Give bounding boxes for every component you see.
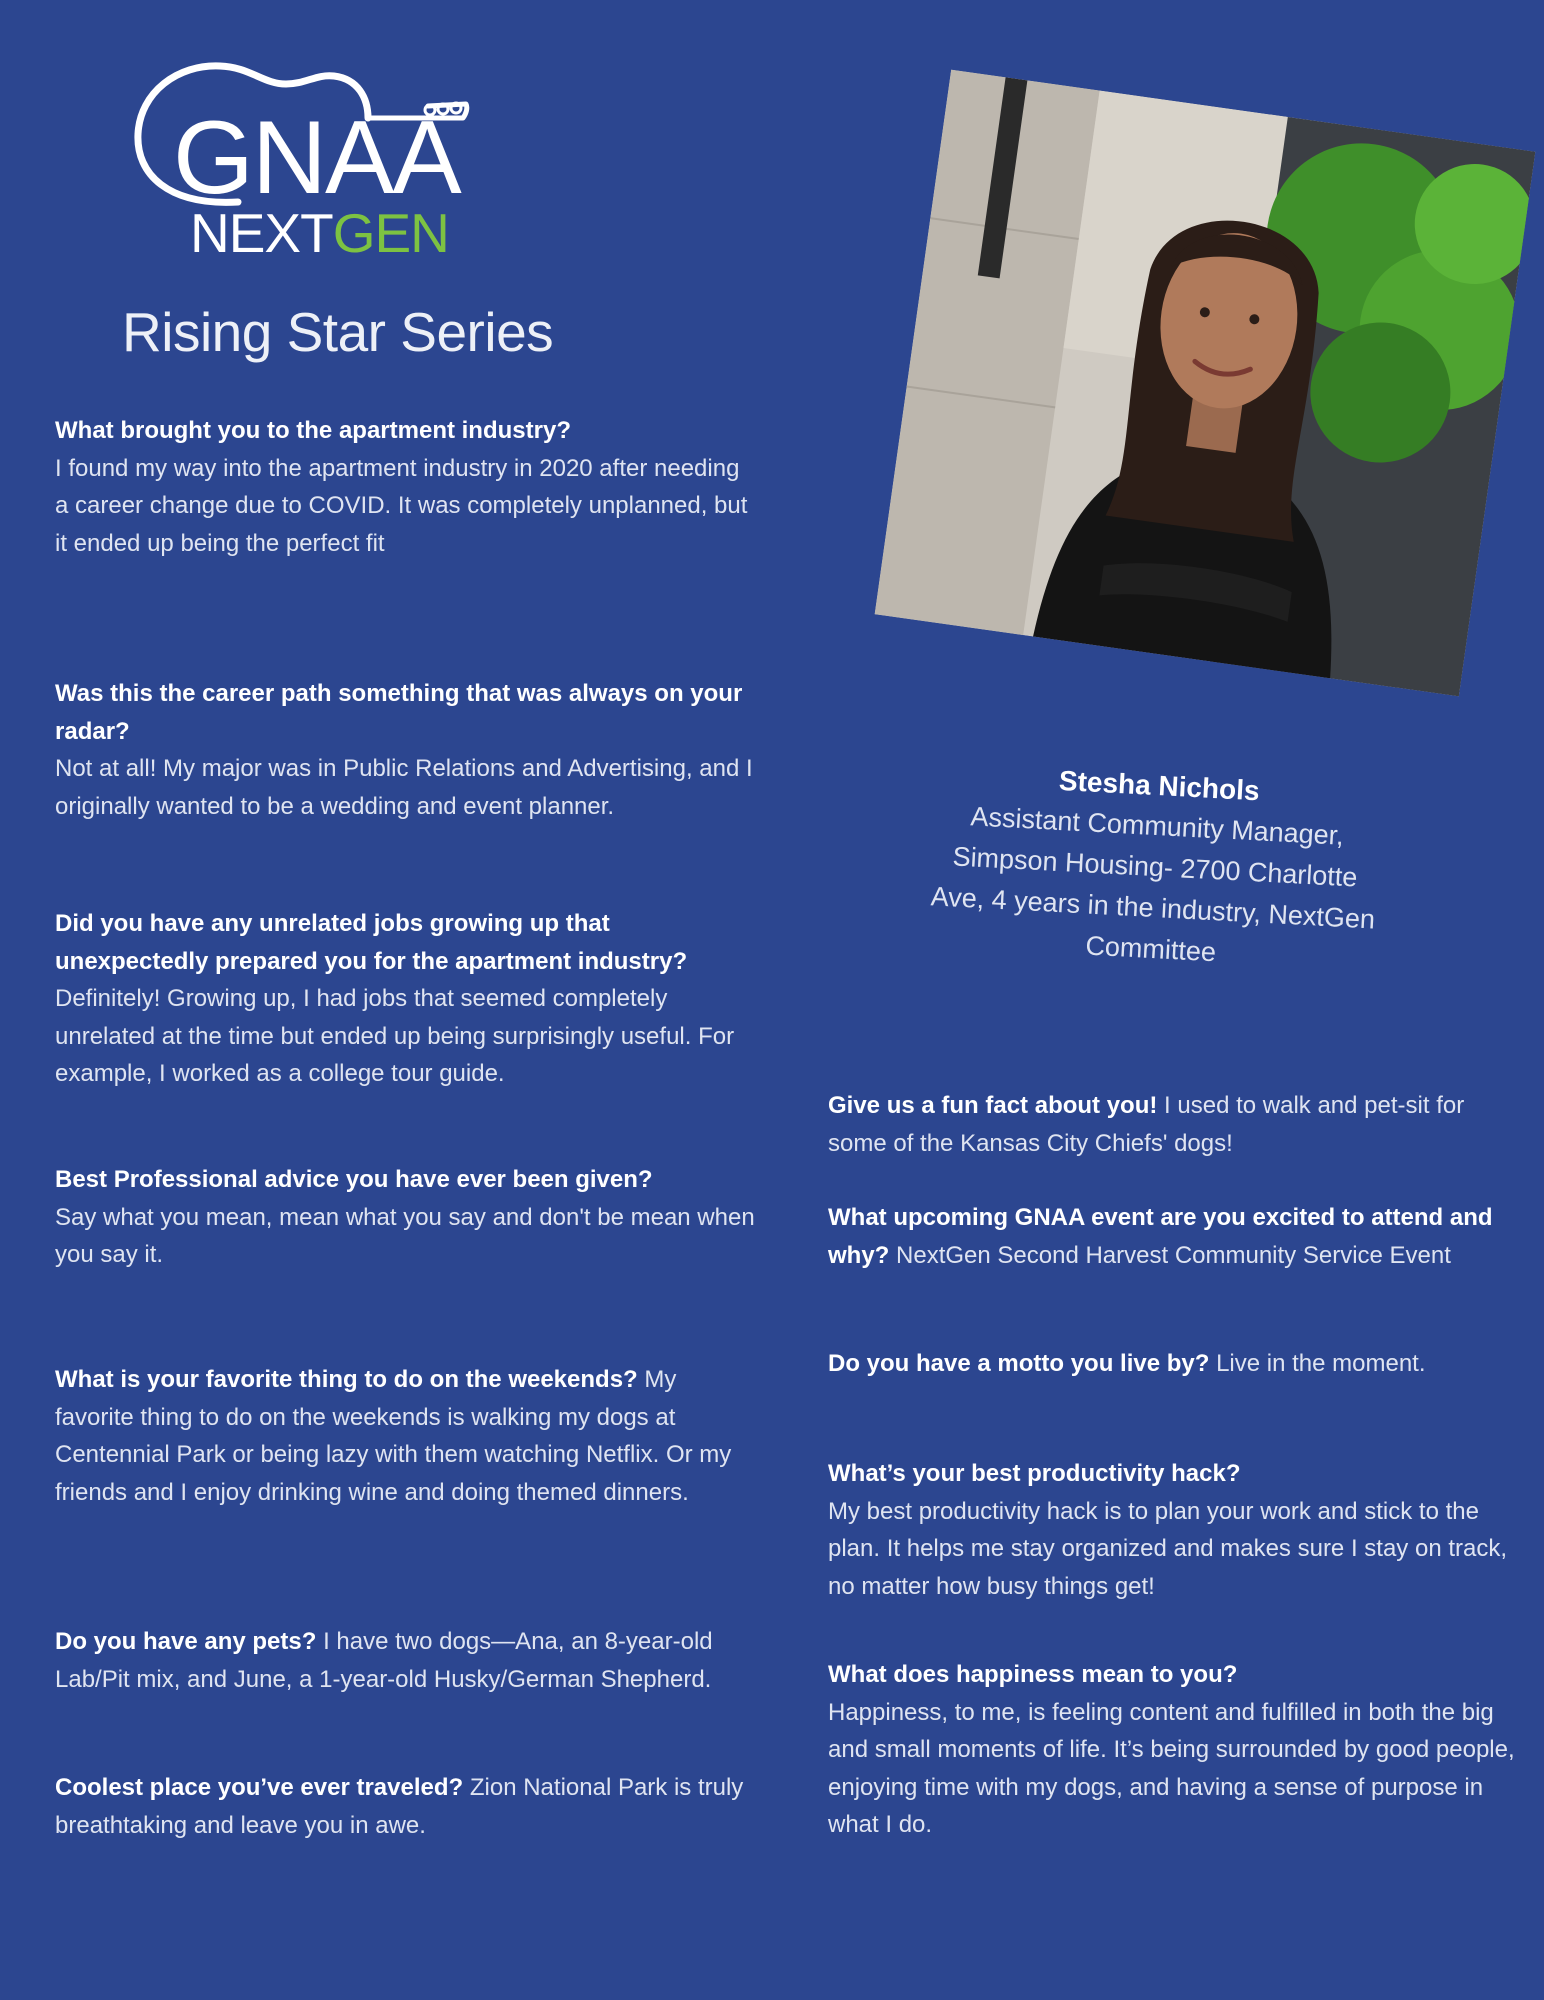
qa-item [828,1455,1518,1605]
qa-item [55,1161,755,1274]
qa-answer: My favorite thing to do on the weekends is walking my dogs at Centennial Park or being lazy with them watching Netflix. Or my friends and I enjoy drinking wine and doing themed dinners. [55,1366,732,1506]
qa-answer: I found my way into the apartment industry in 2020 after needing a career change due to COVID. It was completely unplanned, but it ended up being the perfect fit [55,454,748,557]
qa-answer: Definitely! Growing up, I had jobs that seemed completely unrelated at the time but ended up being surprisingly useful. For example, I worked as a college tour guide. [55,985,735,1087]
logo-gen-text: GEN [332,202,449,264]
qa-item [828,1345,1518,1383]
logo-primary-text: GNAA [173,100,460,216]
qa-item [828,1199,1518,1274]
qa-answer: NextGen Second Harvest Community Service Event [896,1241,1451,1269]
qa-item [55,412,755,562]
portrait-photo [875,70,1536,697]
qa-answer: Happiness, to me, is feeling content and fulfilled in both the big and small moments of life. It’s being surrounded by good people, enjoying time with my dogs, and having a sense of purpose in what I do. [828,1698,1515,1838]
qa-answer: Say what you mean, mean what you say and don't be mean when you say it. [55,1203,755,1268]
qa-item [55,1361,755,1511]
qa-question: Was this the career path something that was always on your radar? [55,680,743,745]
qa-question: Best Professional advice you have ever been given? [55,1166,653,1193]
qa-question: What brought you to the apartment industry? [55,417,571,444]
profile-name: Stesha Nichols [1058,764,1261,807]
qa-answer: Zion National Park is truly breathtaking and leave you in awe. [55,1774,744,1839]
qa-question: Did you have any unrelated jobs growing up that unexpectedly prepared you for the apartment industry? [55,910,688,975]
qa-answer: My best productivity hack is to plan your work and stick to the plan. It helps me stay organized and makes sure I stay on track, no matter how busy things get! [828,1497,1508,1600]
qa-question: Give us a fun fact about you! [828,1092,1158,1119]
profile-details: Assistant Community Manager, Simpson Housing- 2700 Charlotte Ave, 4 years in the industry, NextGen Committee [930,801,1376,968]
logo-next-text: NEXT [190,202,333,264]
qa-question: What does happiness mean to you? [828,1661,1238,1688]
series-title: Rising Star Series [122,301,554,363]
qa-question: Coolest place you’ve ever traveled? [55,1774,464,1801]
qa-item [828,1087,1518,1162]
qa-question: What upcoming GNAA event are you excited to attend and why? [828,1204,1493,1269]
portrait-illustration [875,70,1536,697]
gnaa-nextgen-logo [128,56,478,264]
profile-caption [925,753,1385,981]
qa-answer: I have two dogs—Ana, an 8-year-old Lab/Pit mix, and June, a 1-year-old Husky/German Shepherd. [55,1628,713,1693]
qa-item [828,1656,1518,1844]
qa-question: What is your favorite thing to do on the weekends? [55,1366,638,1393]
qa-answer: Not at all! My major was in Public Relations and Advertising, and I originally wanted to be a wedding and event planner. [55,755,753,820]
qa-answer: Live in the moment. [1216,1350,1426,1377]
qa-question: What’s your best productivity hack? [828,1460,1241,1487]
qa-item [55,675,755,825]
qa-answer: I used to walk and pet-sit for some of the Kansas City Chiefs' dogs! [828,1092,1465,1157]
qa-item [55,905,755,1093]
qa-item [55,1769,755,1844]
qa-question: Do you have a motto you live by? [828,1350,1210,1377]
qa-question: Do you have any pets? [55,1628,317,1655]
logo-nextgen-text [190,202,449,264]
qa-item [55,1623,755,1698]
